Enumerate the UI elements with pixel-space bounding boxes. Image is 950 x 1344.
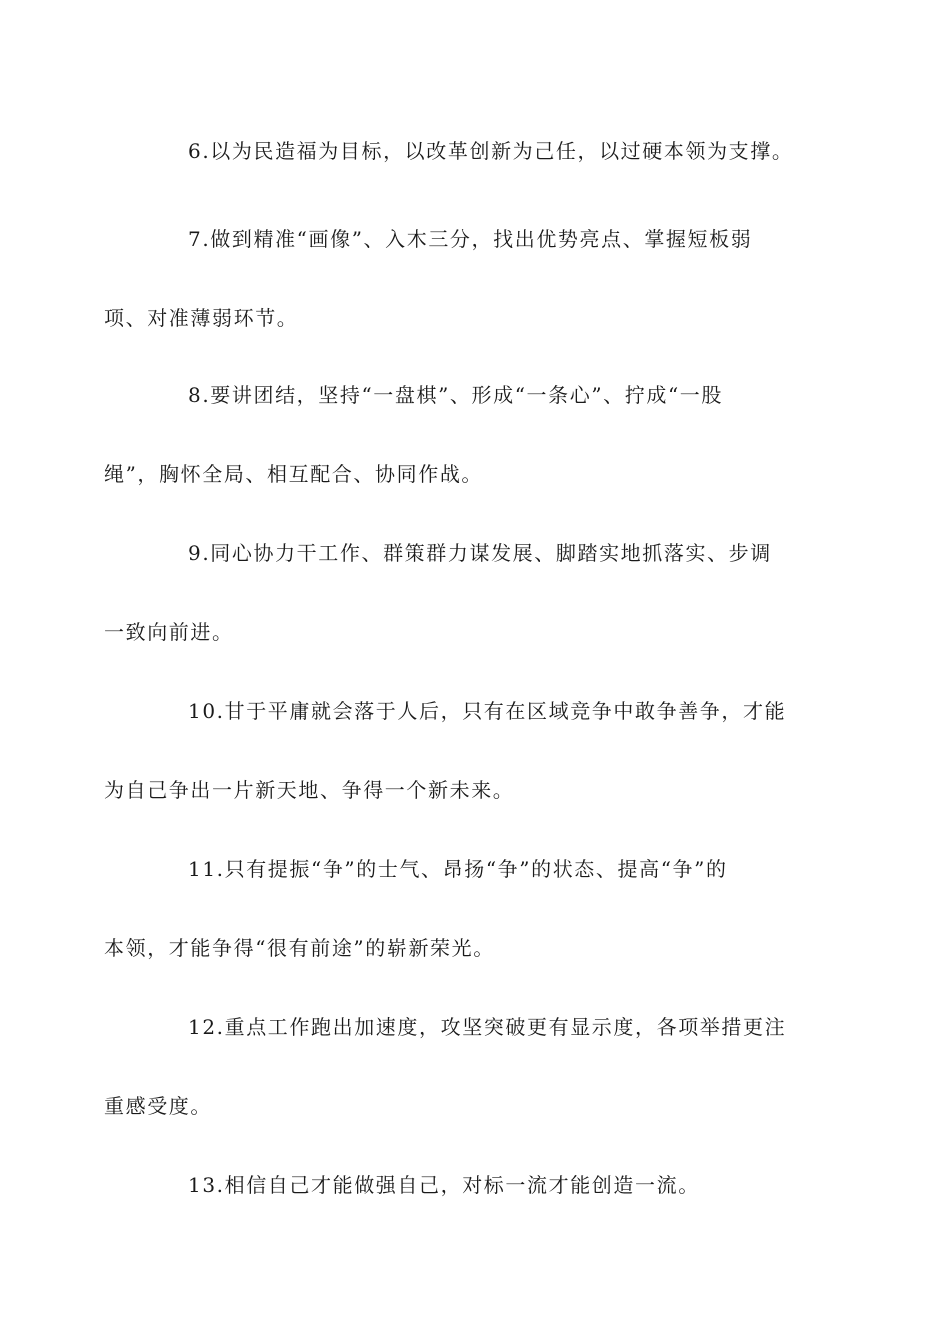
paragraph-line: 9.同心协力干工作、群策群力谋发展、脚踏实地抓落实、步调 <box>188 541 772 565</box>
list-item <box>146 112 806 191</box>
paragraph-line: 绳”，胸怀全局、相互配合、协同作战。 <box>104 462 484 486</box>
paragraph-line: 为自己争出一片新天地、争得一个新未来。 <box>104 778 515 802</box>
paragraph-line: 本领，才能争得“很有前途”的崭新荣光。 <box>104 936 495 960</box>
paragraph-line: 10.甘于平庸就会落于人后，只有在区域竞争中敢争善争，才能 <box>188 699 787 723</box>
list-item <box>104 200 806 358</box>
list-item <box>146 1146 806 1225</box>
paragraph-line: 11.只有提振“争”的士气、昂扬“争”的状态、提高“争”的 <box>188 857 728 881</box>
paragraph-line: 重感受度。 <box>104 1094 212 1118</box>
paragraph-line: 一致向前进。 <box>104 620 234 644</box>
paragraph-line: 8.要讲团结，坚持“一盘棋”、形成“一条心”、拧成“一股 <box>188 383 724 407</box>
list-item <box>104 356 806 514</box>
paragraph-line: 项、对准薄弱环节。 <box>104 306 299 330</box>
paragraph-line: 13.相信自己才能做强自己，对标一流才能创造一流。 <box>188 1173 700 1197</box>
list-item <box>104 514 806 672</box>
list-item <box>104 672 806 830</box>
list-item <box>104 830 806 988</box>
paragraph-line: 7.做到精准“画像”、入木三分，找出优势亮点、掌握短板弱 <box>188 227 753 251</box>
paragraph-line: 6.以为民造福为目标，以改革创新为己任，以过硬本领为支撑。 <box>188 139 794 163</box>
list-item <box>104 988 806 1146</box>
paragraph-line: 12.重点工作跑出加速度，攻坚突破更有显示度，各项举措更注 <box>188 1015 787 1039</box>
